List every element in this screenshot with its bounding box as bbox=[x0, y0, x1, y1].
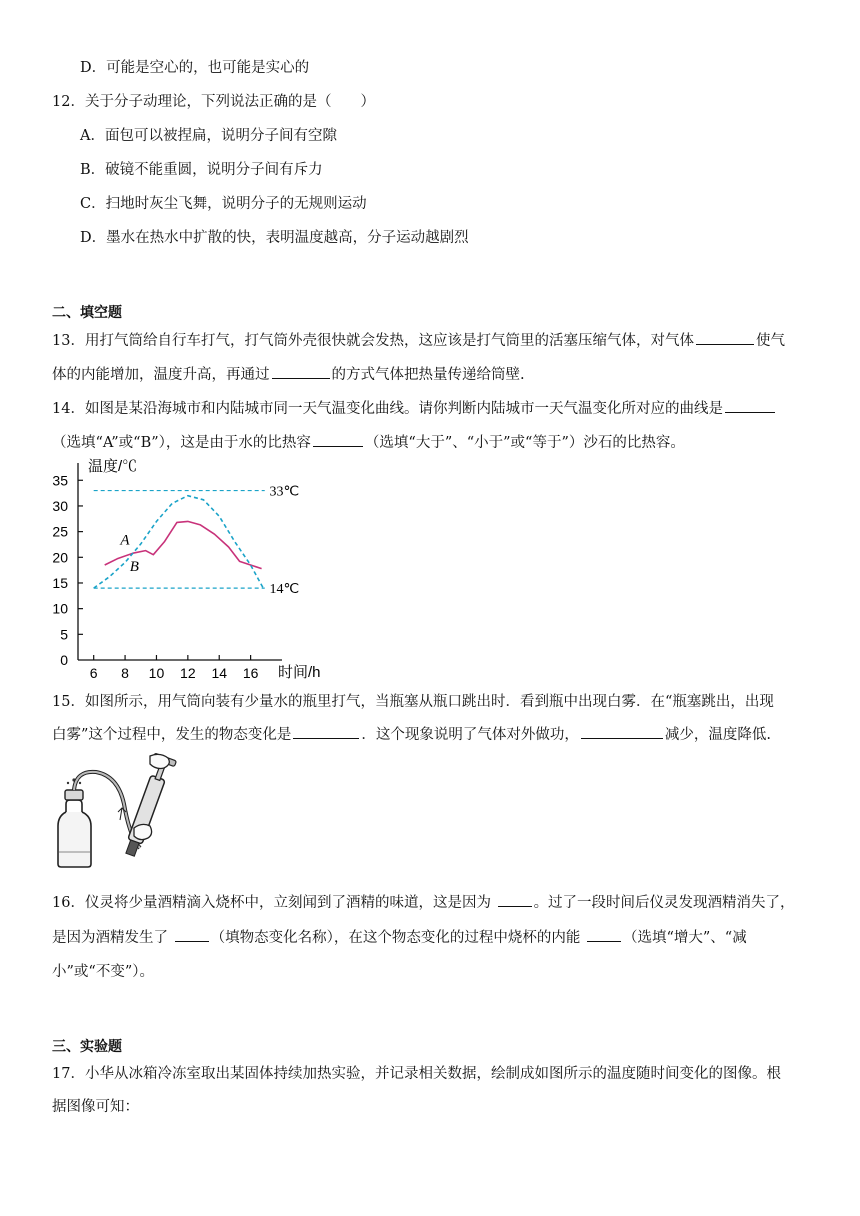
q15-line-2 bbox=[52, 724, 771, 745]
temperature-chart bbox=[52, 455, 352, 683]
q16-blank-2[interactable] bbox=[175, 927, 209, 942]
chart-y-tick-label: 0 bbox=[60, 652, 68, 668]
q16-text-2b: （填物态变化名称），在这个物态变化的过程中烧杯的内能 bbox=[210, 930, 581, 946]
chart-y-tick-label: 5 bbox=[60, 626, 68, 643]
q13-blank-1[interactable] bbox=[696, 330, 754, 345]
q13-line-1 bbox=[52, 330, 785, 351]
q16-text-2c: （选填“增大”、“减 bbox=[622, 930, 747, 946]
q16-line-1 bbox=[52, 892, 795, 913]
chart-y-tick-label: 25 bbox=[52, 523, 68, 540]
chart-series-line-B bbox=[94, 496, 264, 588]
q13-text-2b: 的方式气体把热量传递给筒壁. bbox=[331, 367, 525, 383]
q11-option-d: D．可能是空心的，也可能是实心的 bbox=[80, 60, 310, 76]
section-title-fill-in: 二、填空题 bbox=[52, 305, 122, 321]
chart-y-tick-label: 30 bbox=[52, 497, 68, 514]
q16-blank-3[interactable] bbox=[587, 927, 621, 942]
q13-text-2a: 体的内能增加，温度升高，再通过 bbox=[52, 367, 270, 383]
q14-line-1 bbox=[52, 398, 777, 419]
q12-stem: 12．关于分子动理论，下列说法正确的是（ ） bbox=[52, 94, 375, 110]
chart-xlabel: 时间/h bbox=[278, 664, 321, 681]
q16-text-1a: 16．仪灵将少量酒精滴入烧杯中，立刻闻到了酒精的味道，这是因为 bbox=[52, 895, 491, 911]
q16-text-2a: 是因为酒精发生了 bbox=[52, 930, 168, 946]
q16-line-2 bbox=[52, 927, 747, 948]
q14-text-2b: （选填“大于”、“小于”或“等于”）沙石的比热容。 bbox=[364, 435, 685, 451]
q14-blank-2[interactable] bbox=[313, 432, 363, 447]
chart-x-tick-label: 12 bbox=[180, 665, 196, 681]
q14-line-2 bbox=[52, 432, 685, 453]
chart-y-tick-label: 20 bbox=[52, 549, 68, 566]
q14-text-2a: （选填“A”或“B”），这是由于水的比热容 bbox=[52, 435, 311, 451]
chart-reference-label: 14℃ bbox=[269, 582, 300, 598]
chart-y-tick-label: 15 bbox=[52, 574, 68, 591]
q12-option-b: B．破镜不能重圆，说明分子间有斥力 bbox=[80, 162, 323, 178]
bicycle-pump-bottle-illustration bbox=[52, 752, 182, 870]
q12-option-d: D．墨水在热水中扩散的快，表明温度越高，分子运动越剧烈 bbox=[80, 230, 469, 246]
q16-text-1b: 。过了一段时间后仪灵发现酒精消失了， bbox=[533, 895, 795, 911]
chart-reference-label: 33℃ bbox=[269, 484, 300, 500]
q14-text-1a: 14．如图是某沿海城市和内陆城市同一天气温变化曲线。请你判断内陆城市一天气温变化所对应的曲线是 bbox=[52, 401, 723, 417]
chart-x-tick-label: 8 bbox=[121, 665, 129, 681]
q13-text-1b: 使气 bbox=[755, 333, 785, 349]
q12-option-a: A．面包可以被捏扁，说明分子间有空隙 bbox=[80, 128, 337, 144]
q17-line-2: 据图像可知： bbox=[52, 1099, 139, 1115]
q15-text-2c: 减少，温度降低. bbox=[664, 727, 772, 743]
chart-series-label-A: A bbox=[120, 532, 130, 549]
q16-line-3: 小”或“不变”）。 bbox=[52, 964, 154, 980]
q13-text-1a: 13．用打气筒给自行车打气，打气筒外壳很快就会发热，这应该是打气筒里的活塞压缩气体，对气体 bbox=[52, 333, 694, 349]
chart-y-tick-label: 10 bbox=[52, 600, 68, 617]
q13-blank-2[interactable] bbox=[272, 364, 330, 379]
q15-line-1: 15．如图所示，用气筒向装有少量水的瓶里打气，当瓶塞从瓶口跳出时．看到瓶中出现白雾．在“瓶塞跳出，出现 bbox=[52, 694, 774, 710]
q14-blank-1[interactable] bbox=[725, 398, 775, 413]
q15-text-2a: 白雾”这个过程中，发生的物态变化是 bbox=[52, 727, 292, 743]
q15-text-2b: ．这个现象说明了气体对外做功， bbox=[361, 727, 579, 743]
chart-series-label-B: B bbox=[129, 559, 139, 576]
section-title-experiment: 三、实验题 bbox=[52, 1039, 122, 1055]
q16-blank-1[interactable] bbox=[498, 892, 532, 907]
chart-y-tick-label: 35 bbox=[52, 472, 68, 489]
q13-line-2 bbox=[52, 364, 525, 385]
chart-ylabel: 温度/℃ bbox=[88, 458, 138, 475]
q17-line-1: 17．小华从冰箱冷冻室取出某固体持续加热实验，并记录相关数据，绘制成如图所示的温度随时间变化的图像。根 bbox=[52, 1066, 781, 1082]
chart-x-tick-label: 6 bbox=[89, 665, 98, 681]
chart-x-tick-label: 10 bbox=[148, 665, 165, 681]
q15-blank-1[interactable] bbox=[293, 724, 359, 739]
chart-x-tick-label: 14 bbox=[211, 665, 228, 681]
q15-blank-2[interactable] bbox=[581, 724, 663, 739]
q12-option-c: C．扫地时灰尘飞舞，说明分子的无规则运动 bbox=[80, 196, 367, 212]
chart-x-tick-label: 16 bbox=[242, 665, 259, 681]
